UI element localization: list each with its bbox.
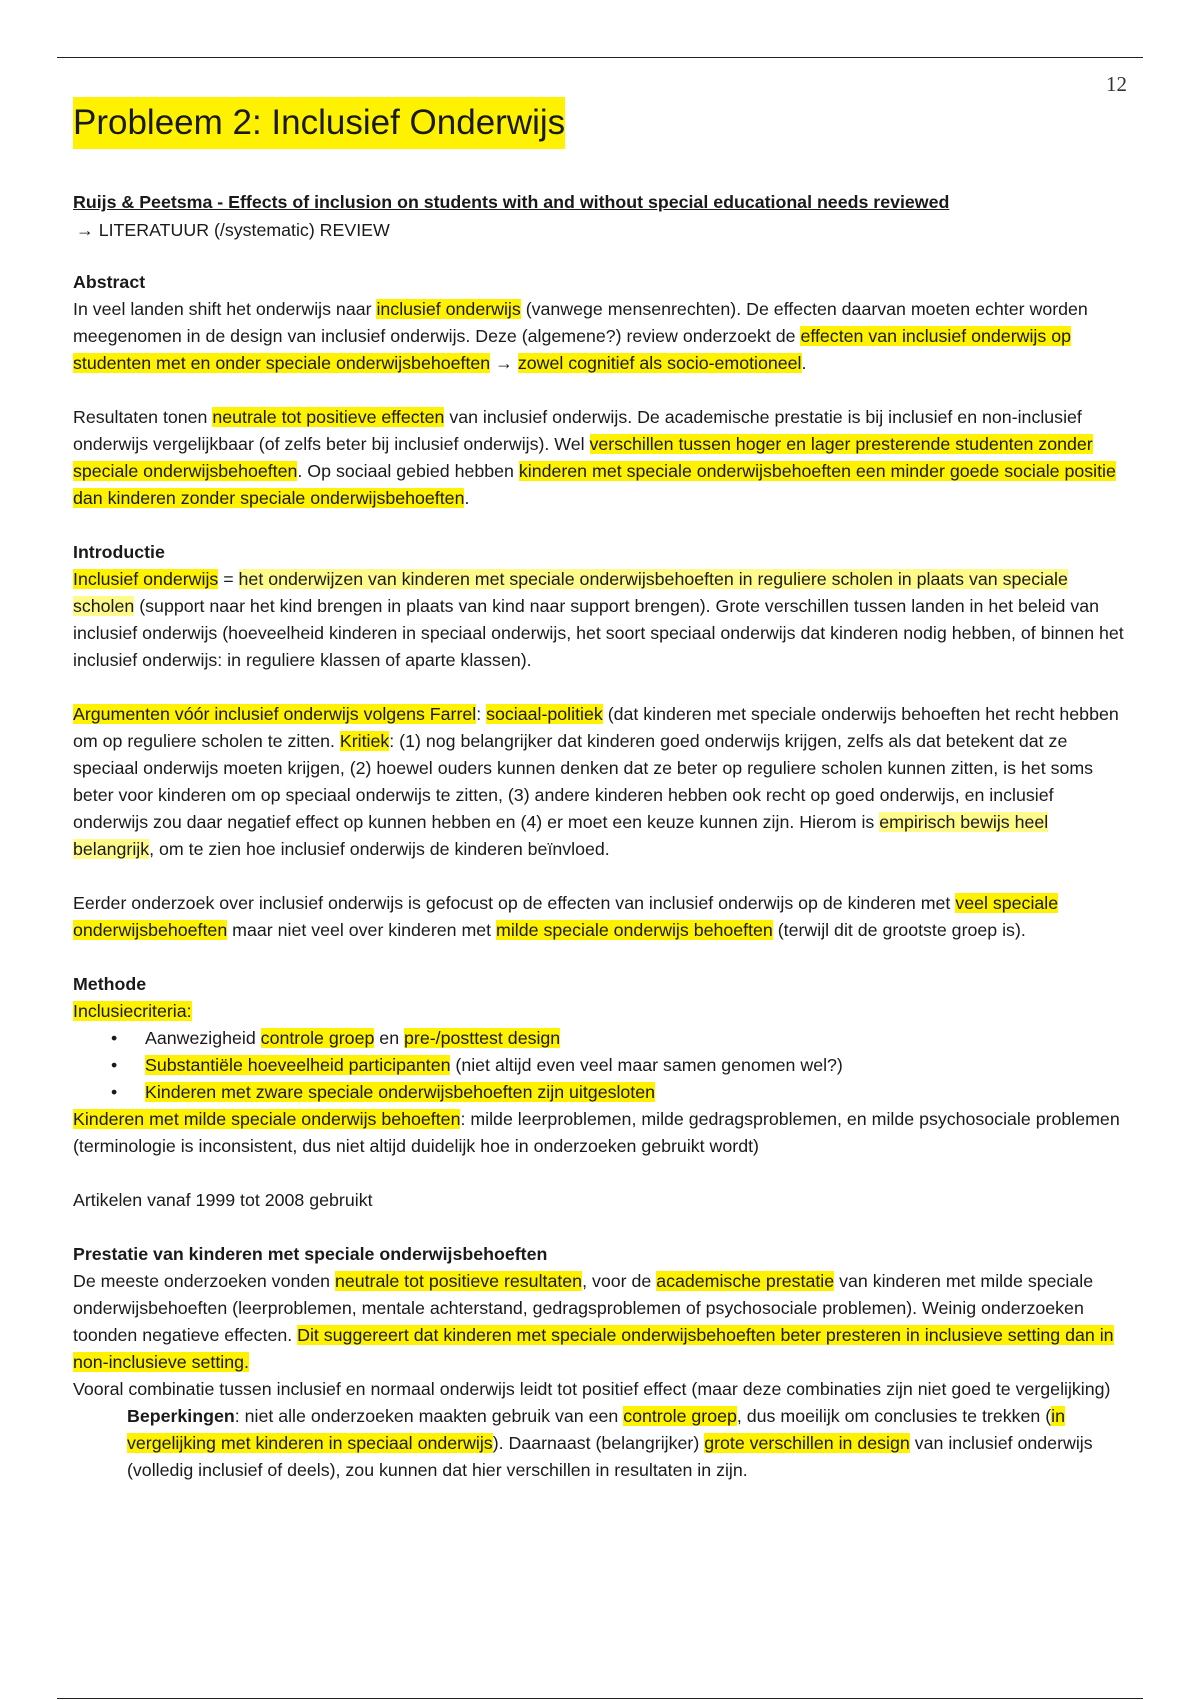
highlighted-text: veel speciale onderwijsbehoeften <box>73 893 1059 940</box>
highlighted-text: Dit suggereert dat kinderen met speciale onderwijsbehoeften beter presteren in inclusieve setting dan in non-inclusieve setting. <box>73 1325 1114 1372</box>
bottom-rule <box>57 1698 1143 1699</box>
prestatie-paragraph-2: Vooral combinatie tussen inclusief en normaal onderwijs leidt tot positief effect (maar deze combinaties zijn niet goed te vergelijking) <box>73 1379 1111 1399</box>
criteria-list <box>73 1025 1129 1106</box>
page-number: 12 <box>1106 72 1127 96</box>
highlighted-text: pre-/posttest design <box>404 1028 561 1048</box>
introductie-paragraph-1 <box>73 566 1129 674</box>
list-item <box>145 1052 1129 1079</box>
text-run: Eerder onderzoek over inclusief onderwijs is gefocust op de effecten van inclusief onderwijs op de kinderen met <box>73 893 956 913</box>
introductie-paragraph-2 <box>73 701 1129 863</box>
text-run: De meeste onderzoeken vonden <box>73 1271 335 1291</box>
list-item <box>145 1025 1129 1052</box>
text-run: van inclusief onderwijs (volledig inclusief of deels), zou kunnen dat hier verschillen in resultaten in zijn. <box>127 1433 1093 1480</box>
page-title: Probleem 2: Inclusief Onderwijs <box>73 97 565 149</box>
highlighted-text: zowel cognitief als socio-emotioneel <box>517 353 802 373</box>
highlighted-text: verschillen tussen hoger en lager presterende studenten zonder speciale onderwijsbehoeften <box>73 434 1093 481</box>
text-run: maar niet veel over kinderen met <box>227 920 497 940</box>
criteria-label: Inclusiecriteria: <box>73 1001 192 1021</box>
highlighted-text: neutrale tot positieve resultaten <box>334 1271 583 1291</box>
document-body <box>73 97 1129 1484</box>
text-run: van inclusief onderwijs. De academische prestatie is bij inclusief en non-inclusief onderwijs vergelijkbaar (of zelfs beter bij inclusief onderwijs). Wel <box>73 407 1082 454</box>
text-run: ). Daarnaast (belangrijker) <box>492 1433 705 1453</box>
text-run: (niet altijd even veel maar samen genomen wel?) <box>450 1055 843 1075</box>
section-heading-introductie: Introductie <box>73 542 165 562</box>
review-type: → LITERATUUR (/systematic) REVIEW <box>76 220 390 240</box>
text-run: . <box>801 353 807 373</box>
highlighted-text: Kritiek <box>339 731 390 751</box>
highlighted-text: Substantiële hoeveelheid participanten <box>145 1055 451 1075</box>
text-run: In veel landen shift het onderwijs naar <box>73 299 377 319</box>
highlighted-text: milde speciale onderwijs behoeften <box>496 920 773 940</box>
text-run: : <box>476 704 487 724</box>
highlighted-text: effecten van inclusief onderwijs op studenten met en onder speciale onderwijsbehoeften <box>73 326 1071 373</box>
source-citation: Ruijs & Peetsma - Effects of inclusion on students with and without special educational needs reviewed <box>73 192 950 212</box>
text-run: , om te zien hoe inclusief onderwijs de kinderen beïnvloed. <box>149 839 610 859</box>
highlighted-text: het onderwijzen van kinderen met speciale onderwijsbehoeften in reguliere scholen in plaats van speciale scholen <box>73 569 1068 616</box>
text-run: en <box>374 1028 405 1048</box>
text-run: . Op sociaal gebied hebben <box>297 461 519 481</box>
text-run: (terwijl dit de grootste groep is). <box>772 920 1026 940</box>
highlighted-text: Kinderen met milde speciale onderwijs behoeften <box>73 1109 461 1129</box>
beperkingen-paragraph <box>73 1403 1129 1484</box>
highlighted-text: inclusief onderwijs <box>376 299 521 319</box>
section-heading-prestatie: Prestatie van kinderen met speciale onderwijsbehoeften <box>73 1244 548 1264</box>
prestatie-paragraph-1 <box>73 1268 1129 1376</box>
abstract-paragraph-2 <box>73 404 1129 512</box>
highlighted-text: sociaal-politiek <box>486 704 603 724</box>
section-heading-abstract: Abstract <box>73 272 146 292</box>
text-run: (support naar het kind brengen in plaats van kind naar support brengen). Grote verschillen tussen landen in het beleid van inclusief onderwijs (hoeveelheid kinderen in speciaal onderwijs, het soort speciaal onderwijs dat kinderen nodig hebben, of binnen het inclusief onderwijs: in reguliere klassen of aparte klassen). <box>73 596 1124 670</box>
text-run: Aanwezigheid <box>145 1028 261 1048</box>
introductie-paragraph-3 <box>73 890 1129 944</box>
bold-label: Beperkingen <box>127 1406 235 1426</box>
text-run: van kinderen met milde speciale onderwijsbehoeften (leerproblemen, mentale achterstand, gedragsproblemen of psychosociale problemen). Weinig onderzoeken toonden negatieve effecten. <box>73 1271 1094 1345</box>
text-run: (vanwege mensenrechten). De effecten daarvan moeten echter worden meegenomen in de design van inclusief onderwijs. Deze (algemene?) review onderzoekt de <box>73 299 1088 346</box>
highlighted-text: grote verschillen in design <box>704 1433 910 1453</box>
highlighted-text: Kinderen met zware speciale onderwijsbehoeften zijn uitgesloten <box>145 1082 656 1102</box>
highlighted-text: controle groep <box>260 1028 375 1048</box>
mild-needs-definition <box>73 1106 1129 1160</box>
text-run: : milde leerproblemen, milde gedragsproblemen, en milde psychosociale problemen (terminologie is inconsistent, dus niet altijd duidelijk hoe in onderzoeken gebruikt wordt) <box>73 1109 1120 1156</box>
list-item <box>145 1079 1129 1106</box>
highlighted-text: Inclusief onderwijs <box>73 569 219 589</box>
highlighted-text: neutrale tot positieve effecten <box>212 407 445 427</box>
text-run: Resultaten tonen <box>73 407 213 427</box>
text-run: , dus moeilijk om conclusies te trekken ( <box>736 1406 1052 1426</box>
text-run: = <box>218 569 239 589</box>
text-run: → <box>490 353 518 373</box>
section-heading-methode: Methode <box>73 974 147 994</box>
text-run: : (1) nog belangrijker dat kinderen goed onderwijs krijgen, zelfs als dat betekent dat ze speciaal onderwijs moeten krijgen, (2) hoewel ouders kunnen denken dat ze beter op reguliere scholen kunnen zitten, is het soms beter voor kinderen om op speciaal onderwijs te zitten, (3) andere kinderen hebben ook recht op goed onderwijs, en inclusief onderwijs zou daar negatief effect op kunnen hebben en (4) er moet een keuze kunnen zijn. Hierom is <box>73 731 1094 832</box>
text-run: : niet alle onderzoeken maakten gebruik van een <box>234 1406 624 1426</box>
highlighted-text: Argumenten vóór inclusief onderwijs volgens Farrel <box>73 704 477 724</box>
highlighted-text: empirisch bewijs heel belangrijk <box>73 812 1049 859</box>
text-run: . <box>464 488 470 508</box>
highlighted-text: controle groep <box>623 1406 737 1426</box>
highlighted-text: kinderen met speciale onderwijsbehoeften een minder goede sociale positie dan kinderen zonder speciale onderwijsbehoeften <box>73 461 1116 508</box>
top-rule <box>57 57 1143 58</box>
abstract-paragraph-1 <box>73 296 1129 377</box>
text-run: (dat kinderen met speciale onderwijs behoeften het recht hebben om op reguliere scholen te zitten. <box>73 704 1119 751</box>
highlighted-text: academische prestatie <box>656 1271 835 1291</box>
highlighted-text: in vergelijking met kinderen in speciaal onderwijs <box>127 1406 1065 1453</box>
text-run: , voor de <box>582 1271 657 1291</box>
articles-range: Artikelen vanaf 1999 tot 2008 gebruikt <box>73 1190 373 1210</box>
